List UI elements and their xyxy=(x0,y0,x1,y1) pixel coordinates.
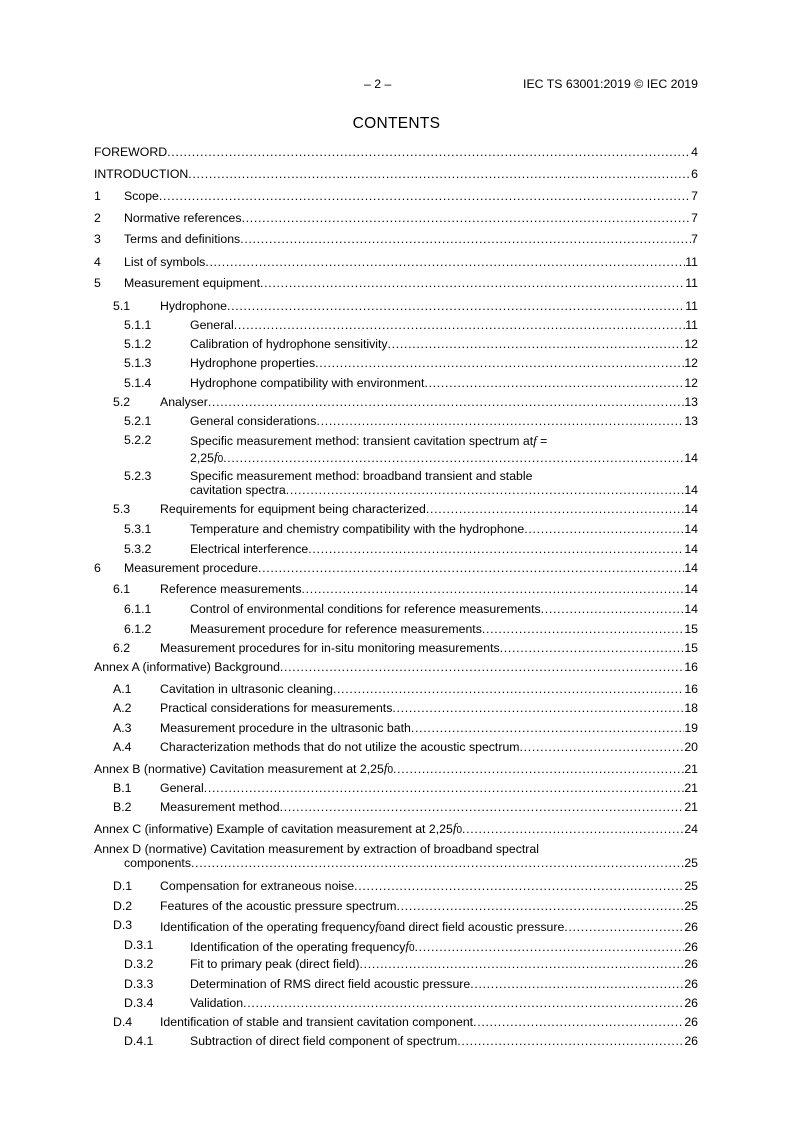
toc-section-number: A.3 xyxy=(113,721,132,735)
toc-entry-title: Hydrophone properties xyxy=(190,356,316,370)
toc-entry-2[interactable] xyxy=(94,211,698,225)
toc-entry-title: FOREWORD xyxy=(94,145,168,159)
dot-leader xyxy=(415,940,685,954)
toc-page-number: 12 xyxy=(684,337,698,351)
dot-leader xyxy=(315,356,684,370)
dot-leader xyxy=(205,255,685,269)
toc-page-number: 11 xyxy=(685,255,698,269)
toc-page-number: 15 xyxy=(684,622,698,636)
dot-leader xyxy=(393,762,684,776)
toc-section-number: 5.1.2 xyxy=(124,337,152,351)
dot-leader xyxy=(462,822,684,836)
toc-entry-5-3-1[interactable] xyxy=(94,522,698,536)
math-symbol-f: f xyxy=(533,433,537,448)
toc-entry-title: General xyxy=(160,781,204,795)
toc-page-number: 26 xyxy=(684,940,698,954)
toc-page-number: 26 xyxy=(684,1015,698,1029)
dot-leader xyxy=(457,1034,684,1048)
toc-page-number: 7 xyxy=(691,189,698,203)
toc-entry-title: Terms and definitions xyxy=(124,232,241,246)
toc-entry-title: Subtraction of direct field component of spectrum xyxy=(190,1034,458,1048)
toc-entry-title: Identification of the operating frequency xyxy=(190,940,406,954)
toc-entry-5-1-2[interactable] xyxy=(94,337,698,351)
dot-leader xyxy=(191,856,684,870)
toc-entry-title: Scope xyxy=(124,189,159,203)
toc-entry-title: Determination of RMS direct field acoustic pressure xyxy=(190,977,471,991)
dot-leader xyxy=(260,276,685,290)
toc-entry-title: General considerations xyxy=(190,414,317,428)
toc-entry-foreword[interactable] xyxy=(94,145,698,159)
toc-entry-6[interactable] xyxy=(94,561,698,575)
toc-section-number: 5 xyxy=(94,276,101,290)
toc-entry-6-2[interactable] xyxy=(94,641,698,655)
toc-page-number: 11 xyxy=(685,318,698,332)
dot-leader xyxy=(242,211,692,225)
toc-entry-title: Analyser xyxy=(160,395,208,409)
toc-section-number: B.1 xyxy=(113,781,132,795)
dot-leader xyxy=(524,522,684,536)
toc-entry-title: Features of the acoustic pressure spectrum xyxy=(160,899,397,913)
toc-page-number: 14 xyxy=(684,502,698,516)
toc-entry-3[interactable] xyxy=(94,232,698,246)
toc-page-number: 25 xyxy=(684,856,698,870)
dot-leader xyxy=(240,232,691,246)
toc-section-number: 6.1.1 xyxy=(124,602,152,616)
toc-entry-5-1-4[interactable] xyxy=(94,376,698,390)
toc-entry-title: Temperature and chemistry compatibility with the hydrophone xyxy=(190,522,525,536)
dot-leader xyxy=(426,502,684,516)
toc-entry-6-1-2[interactable] xyxy=(94,622,698,636)
subscript: 0 xyxy=(378,923,385,934)
toc-entry-5[interactable] xyxy=(94,276,698,290)
toc-entry-annex-d-normative-cavitation-m[interactable] xyxy=(94,842,698,870)
toc-entry-title: Annex D (normative) Cavitation measurement by extraction of broadband spectral xyxy=(94,842,539,856)
toc-entry-title: Annex B (normative) Cavitation measurement at 2,25 xyxy=(94,762,384,776)
toc-page-number: 11 xyxy=(685,276,698,290)
toc-section-number: 5.3.1 xyxy=(124,522,152,536)
toc-section-number: D.3.3 xyxy=(124,977,154,991)
toc-entry-title-cont: and direct field acoustic pressure xyxy=(384,920,565,934)
toc-page-number: 20 xyxy=(684,740,698,754)
toc-entry-d-2[interactable] xyxy=(94,899,698,913)
dot-leader xyxy=(188,167,691,181)
dot-leader xyxy=(564,920,684,934)
toc-section-number: A.4 xyxy=(113,740,132,754)
toc-section-number: 5.2.2 xyxy=(124,433,152,447)
toc-entry-d-1[interactable] xyxy=(94,879,698,893)
page-number: – 2 – xyxy=(364,77,392,91)
toc-section-number: B.2 xyxy=(113,800,132,814)
toc-section-number: D.3 xyxy=(113,918,133,932)
toc-page-number: 14 xyxy=(684,483,698,497)
toc-entry-title: Measurement method xyxy=(160,800,280,814)
toc-section-number: 6 xyxy=(94,561,101,575)
dot-leader xyxy=(316,414,684,428)
math-symbol-f: f xyxy=(375,918,379,933)
toc-page-number: 13 xyxy=(684,414,698,428)
dot-leader xyxy=(234,318,685,332)
toc-section-number: 5.3 xyxy=(113,502,131,516)
toc-entry-introduction[interactable] xyxy=(94,167,698,181)
toc-page-number: 19 xyxy=(684,721,698,735)
toc-section-number: 2 xyxy=(94,211,101,225)
toc-page-number: 24 xyxy=(684,822,698,836)
toc-page-number: 18 xyxy=(684,701,698,715)
toc-entry-d-3-3[interactable] xyxy=(94,977,698,991)
toc-entry-6-1-1[interactable] xyxy=(94,602,698,616)
toc-section-number: D.3.1 xyxy=(124,938,154,952)
dot-leader xyxy=(223,451,684,465)
dot-leader xyxy=(227,299,685,313)
math-symbol-f: f xyxy=(213,449,218,464)
toc-section-number: D.1 xyxy=(113,879,133,893)
dot-leader xyxy=(204,781,685,795)
toc-entry-annex-a-informative-background[interactable] xyxy=(94,660,698,674)
toc-section-number: D.4 xyxy=(113,1015,133,1029)
toc-page-number: 14 xyxy=(684,582,698,596)
toc-entry-d-3-4[interactable] xyxy=(94,996,698,1010)
subscript: 0 xyxy=(217,454,224,465)
toc-page-number: 4 xyxy=(691,145,698,159)
toc-section-number: 6.2 xyxy=(113,641,131,655)
toc-section-number: 5.1.4 xyxy=(124,376,152,390)
toc-entry-title: Fit to primary peak (direct field) xyxy=(190,957,360,971)
toc-section-number: D.2 xyxy=(113,899,133,913)
toc-entry-title: Annex C (informative) Example of cavitation measurement at 2,25 xyxy=(94,822,453,836)
dot-leader xyxy=(280,800,685,814)
toc-entry-title: Validation xyxy=(190,996,244,1010)
toc-entry-title: Annex A (informative) Background xyxy=(94,660,280,674)
toc-entry-title: Specific measurement method: transient cavitation spectrum at xyxy=(190,434,534,448)
toc-entry-d-4-1[interactable] xyxy=(94,1034,698,1048)
toc-section-number: A.1 xyxy=(113,682,132,696)
toc-section-number: 5.2 xyxy=(113,395,131,409)
dot-leader xyxy=(258,561,684,575)
dot-leader xyxy=(411,721,684,735)
page-title: CONTENTS xyxy=(352,115,441,132)
toc-entry-title: Hydrophone compatibility with environment xyxy=(190,376,425,390)
toc-entry-title: Practical considerations for measurements xyxy=(160,701,393,715)
toc-page-number: 7 xyxy=(691,211,698,225)
toc-entry-title: INTRODUCTION xyxy=(94,167,189,181)
toc-section-number: 5.3.2 xyxy=(124,542,152,556)
toc-page-number: 21 xyxy=(684,781,698,795)
dot-leader xyxy=(167,145,691,159)
toc-entry-5-2-2[interactable] xyxy=(94,433,698,465)
toc-entry-title: Measurement equipment xyxy=(124,276,261,290)
toc-entry-title: Reference measurements xyxy=(160,582,302,596)
math-symbol-f: f xyxy=(383,760,388,775)
toc-page-number: 14 xyxy=(684,522,698,536)
toc-entry-title: Cavitation in ultrasonic cleaning xyxy=(160,682,333,696)
toc-section-number: 5.1.3 xyxy=(124,356,152,370)
toc-entry-d-4[interactable] xyxy=(94,1015,698,1029)
dot-leader xyxy=(500,641,685,655)
toc-page-number: 7 xyxy=(691,232,698,246)
toc-entry-d-3-2[interactable] xyxy=(94,957,698,971)
toc-entry-title: Measurement procedure for reference measurements xyxy=(190,622,482,636)
toc-section-number: 5.2.1 xyxy=(124,414,152,428)
toc-entry-title-cont: = xyxy=(536,434,548,448)
toc-page-number: 15 xyxy=(684,641,698,655)
math-symbol-f: f xyxy=(452,820,457,835)
toc-page-number: 13 xyxy=(684,395,698,409)
toc-page-number: 14 xyxy=(684,542,698,556)
toc-entry-d-3[interactable] xyxy=(94,918,698,934)
dot-leader xyxy=(473,1015,684,1029)
dot-leader xyxy=(424,376,684,390)
toc-entry-5-2[interactable] xyxy=(94,395,698,409)
toc-page-number: 26 xyxy=(684,996,698,1010)
dot-leader xyxy=(280,660,684,674)
toc-page-number: 16 xyxy=(684,682,698,696)
toc-entry-5-2-3[interactable] xyxy=(94,469,698,497)
subscript: 0 xyxy=(456,825,463,836)
toc-entry-1[interactable] xyxy=(94,189,698,203)
toc-page-number: 14 xyxy=(684,602,698,616)
toc-entry-d-3-1[interactable] xyxy=(94,938,698,954)
toc-entry-title: Measurement procedures for in-situ monitoring measurements xyxy=(160,641,500,655)
toc-entry-title: Identification of stable and transient cavitation component xyxy=(160,1015,474,1029)
toc-entry-5-1-3[interactable] xyxy=(94,356,698,370)
dot-leader xyxy=(301,582,684,596)
dot-leader xyxy=(388,337,685,351)
toc-entry-title: Specific measurement method: broadband transient and stable xyxy=(190,469,533,483)
toc-entry-title-line2: components xyxy=(124,856,191,870)
toc-entry-a-2[interactable] xyxy=(94,701,698,715)
toc-entry-title-line2: cavitation spectra xyxy=(190,483,286,497)
toc-page-number: 12 xyxy=(684,356,698,370)
toc-page-number: 25 xyxy=(684,879,698,893)
toc-entry-4[interactable] xyxy=(94,255,698,269)
dot-leader xyxy=(396,899,684,913)
toc-entry-a-4[interactable] xyxy=(94,740,698,754)
toc-entry-6-1[interactable] xyxy=(94,582,698,596)
toc-section-number: 1 xyxy=(94,189,101,203)
toc-entry-5-3-2[interactable] xyxy=(94,542,698,556)
toc-page-number: 25 xyxy=(684,899,698,913)
toc-section-number: 6.1 xyxy=(113,582,131,596)
standard-reference: IEC TS 63001:2019 © IEC 2019 xyxy=(523,77,698,91)
toc-page-number: 6 xyxy=(691,167,698,181)
dot-leader xyxy=(392,701,684,715)
toc-entry-annex-c-informative-example-of[interactable] xyxy=(94,820,698,836)
dot-leader xyxy=(354,879,684,893)
toc-entry-5-2-1[interactable] xyxy=(94,414,698,428)
toc-entry-title: Normative references xyxy=(124,211,242,225)
toc-section-number: 4 xyxy=(94,255,101,269)
toc-page-number: 16 xyxy=(684,660,698,674)
toc-section-number: 5.1.1 xyxy=(124,318,152,332)
toc-entry-b-1[interactable] xyxy=(94,781,698,795)
dot-leader xyxy=(333,682,684,696)
toc-entry-title: Hydrophone xyxy=(160,299,227,313)
toc-entry-a-3[interactable] xyxy=(94,721,698,735)
toc-entry-a-1[interactable] xyxy=(94,682,698,696)
dot-leader xyxy=(308,542,684,556)
toc-section-number: 5.1 xyxy=(113,299,131,313)
toc-entry-5-1-1[interactable] xyxy=(94,318,698,332)
toc-section-number: 3 xyxy=(94,232,101,246)
subscript: 0 xyxy=(387,765,393,776)
dot-leader xyxy=(159,189,691,203)
dot-leader xyxy=(359,957,684,971)
toc-section-number: A.2 xyxy=(113,701,132,715)
dot-leader xyxy=(520,740,685,754)
toc-entry-title: Identification of the operating frequency xyxy=(160,920,376,934)
toc-entry-title: General xyxy=(190,318,234,332)
math-symbol-f: f xyxy=(405,938,409,953)
dot-leader xyxy=(208,395,684,409)
toc-page-number: 26 xyxy=(684,1034,698,1048)
page-header xyxy=(94,77,698,93)
toc-section-number: D.3.4 xyxy=(124,996,154,1010)
toc-entry-5-1[interactable] xyxy=(94,299,698,313)
toc-entry-title: Compensation for extraneous noise xyxy=(160,879,355,893)
toc-entry-title: Calibration of hydrophone sensitivity xyxy=(190,337,388,351)
toc-entry-title: Characterization methods that do not utilize the acoustic spectrum xyxy=(160,740,520,754)
toc-section-number: 5.2.3 xyxy=(124,469,152,483)
toc-page-number: 14 xyxy=(684,561,698,575)
toc-page-number: 21 xyxy=(684,800,698,814)
toc-entry-5-3[interactable] xyxy=(94,502,698,516)
toc-entry-title: List of symbols xyxy=(124,255,206,269)
toc-page-number: 26 xyxy=(684,920,698,934)
toc-section-number: D.4.1 xyxy=(124,1034,154,1048)
dot-leader xyxy=(541,602,685,616)
toc-section-number: 6.1.2 xyxy=(124,622,152,636)
toc-page-number: 14 xyxy=(684,451,698,465)
dot-leader xyxy=(470,977,684,991)
toc-entry-title-line2: 2,25 xyxy=(190,451,214,465)
subscript: 0 xyxy=(408,943,415,954)
toc-page-number: 26 xyxy=(684,957,698,971)
toc-entry-annex-b-normative-cavitation-m[interactable] xyxy=(94,760,698,776)
toc-entry-title: Measurement procedure in the ultrasonic bath xyxy=(160,721,411,735)
toc-entry-title: Measurement procedure xyxy=(124,561,258,575)
toc-entry-b-2[interactable] xyxy=(94,800,698,814)
toc-page-number: 12 xyxy=(684,376,698,390)
toc-page-number: 21 xyxy=(684,762,698,776)
toc-page-number: 11 xyxy=(685,299,698,313)
dot-leader xyxy=(482,622,684,636)
dot-leader xyxy=(243,996,684,1010)
toc-entry-title: Control of environmental conditions for reference measurements xyxy=(190,602,541,616)
toc-section-number: D.3.2 xyxy=(124,957,154,971)
toc-page-number: 26 xyxy=(684,977,698,991)
toc-entry-title: Requirements for equipment being characterized xyxy=(160,502,426,516)
dot-leader xyxy=(286,483,685,497)
toc-entry-title: Electrical interference xyxy=(190,542,309,556)
